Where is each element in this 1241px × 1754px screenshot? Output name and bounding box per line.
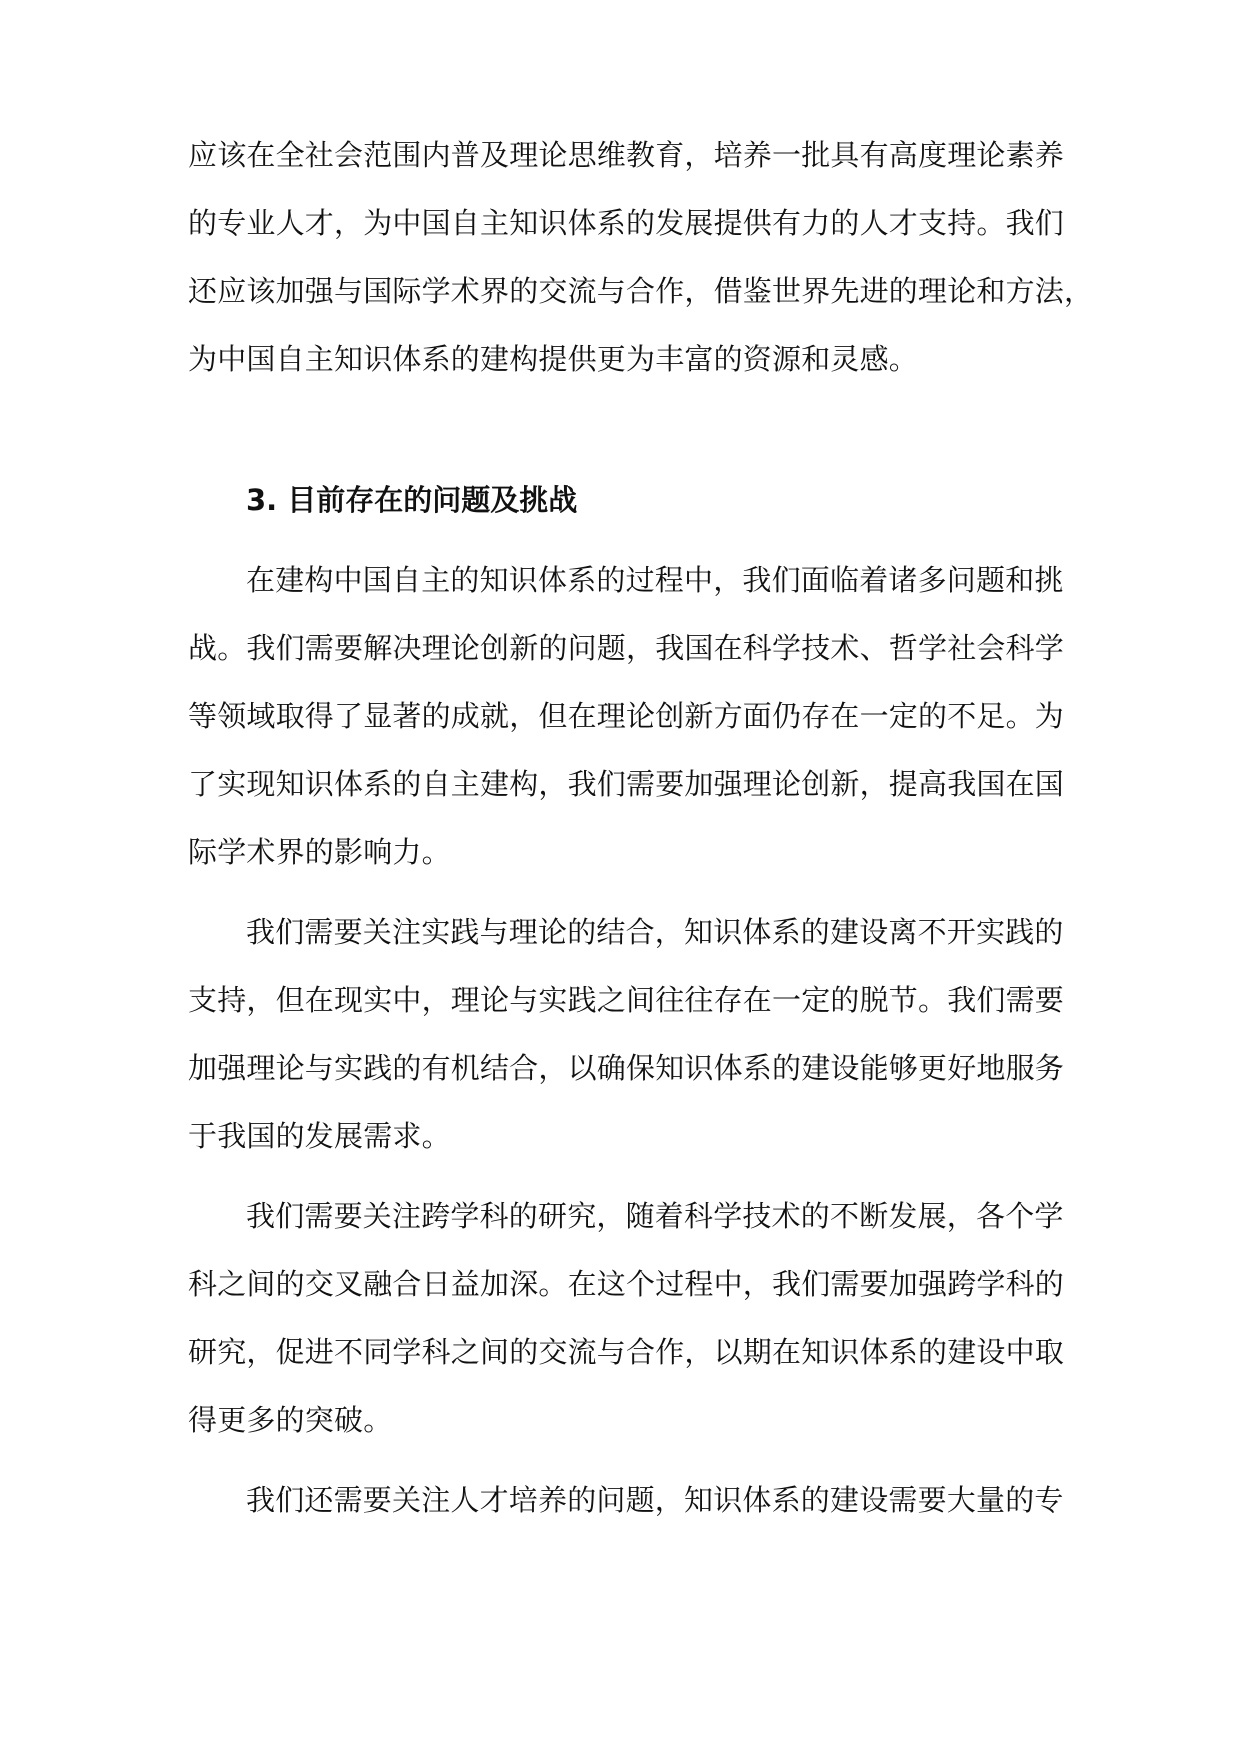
paragraph-line: 支持，但在现实中，理论与实践之间往往存在一定的脱节。我们需要 (188, 983, 1065, 1017)
paragraph-line: 加强理论与实践的有机结合，以确保知识体系的建设能够更好地服务 (188, 1051, 1065, 1085)
paragraph-line: 际学术界的影响力。 (188, 835, 451, 869)
paragraph-line: 我们还需要关注人才培养的问题，知识体系的建设需要大量的专 (246, 1483, 1064, 1517)
paragraph-line: 科之间的交叉融合日益加深。在这个过程中，我们需要加强跨学科的 (188, 1267, 1065, 1301)
paragraph-line: 应该在全社会范围内普及理论思维教育，培养一批具有高度理论素养 (188, 138, 1065, 172)
paragraph-line: 了实现知识体系的自主建构，我们需要加强理论创新，提高我国在国 (188, 767, 1065, 801)
paragraph-line: 在建构中国自主的知识体系的过程中，我们面临着诸多问题和挑 (246, 563, 1064, 597)
paragraph-line: 为中国自主知识体系的建构提供更为丰富的资源和灵感。 (188, 342, 919, 376)
paragraph-line: 我们需要关注实践与理论的结合，知识体系的建设离不开实践的 (246, 915, 1064, 949)
paragraph-line: 研究，促进不同学科之间的交流与合作，以期在知识体系的建设中取 (188, 1335, 1065, 1369)
paragraph-line: 战。我们需要解决理论创新的问题，我国在科学技术、哲学社会科学 (188, 631, 1065, 665)
paragraph-line: 等领域取得了显著的成就，但在理论创新方面仍存在一定的不足。为 (188, 699, 1065, 733)
paragraph-line: 于我国的发展需求。 (188, 1119, 451, 1153)
paragraph-line: 的专业人才，为中国自主知识体系的发展提供有力的人才支持。我们 (188, 206, 1065, 240)
paragraph-line: 得更多的突破。 (188, 1403, 393, 1437)
paragraph-line: 还应该加强与国际学术界的交流与合作，借鉴世界先进的理论和方法， (188, 274, 1094, 308)
paragraph-line: 我们需要关注跨学科的研究，随着科学技术的不断发展，各个学 (246, 1199, 1064, 1233)
section-heading: 3. 目前存在的问题及挑战 (246, 483, 578, 517)
